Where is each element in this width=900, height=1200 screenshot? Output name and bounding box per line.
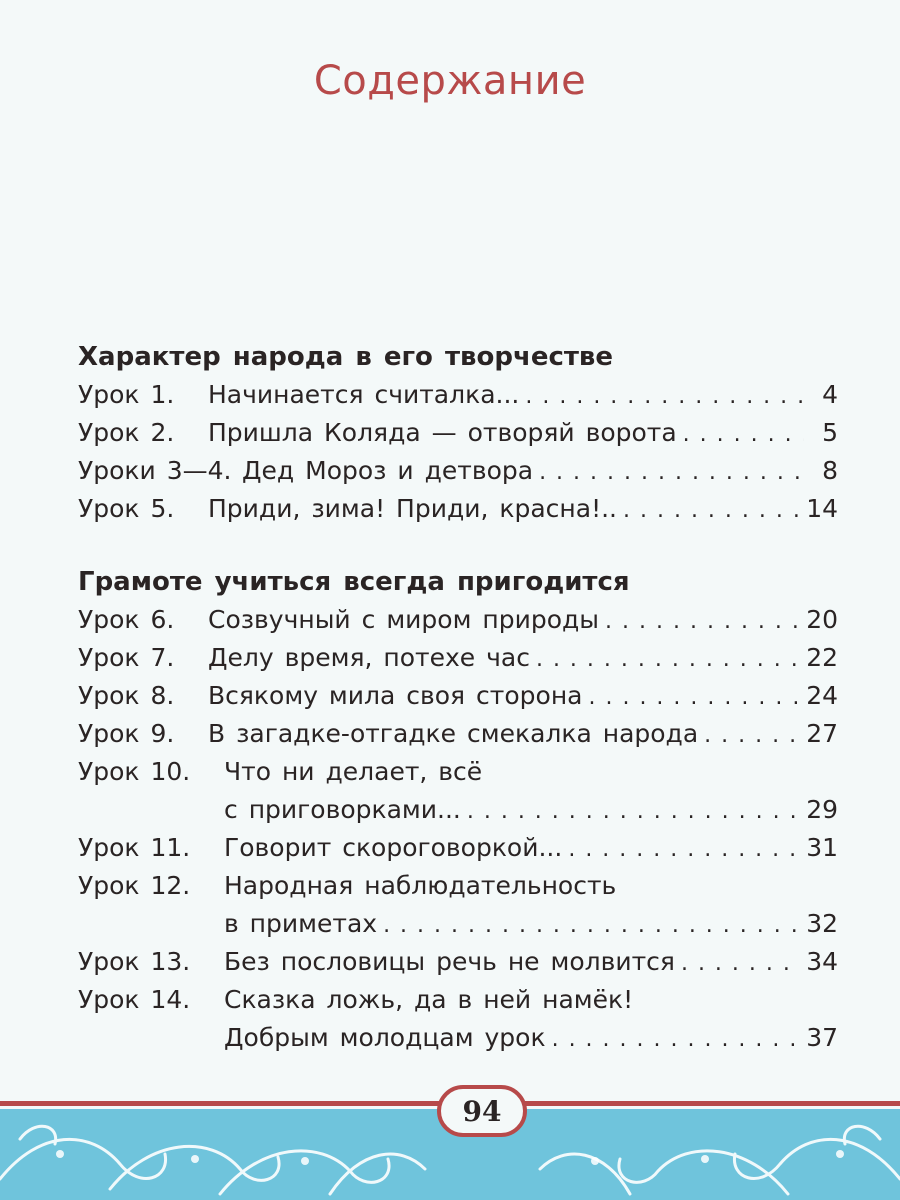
page-number: 24: [806, 681, 838, 710]
toc-entry[interactable]: [78, 677, 838, 715]
lesson-title: Делу время, потехе час: [208, 643, 530, 672]
page-number: 32: [806, 909, 838, 938]
page-number: 37: [806, 1023, 838, 1052]
lesson-title: Без пословицы речь не молвится: [224, 947, 675, 976]
lesson-label: Урок 11.: [78, 833, 191, 862]
toc-entry[interactable]: [78, 867, 838, 905]
lesson-title: Что ни делает, всё: [224, 757, 483, 786]
toc-entry[interactable]: [78, 452, 838, 490]
lesson-title: Сказка ложь, да в ней намёк!: [224, 985, 634, 1014]
lesson-title: Народная наблюдательность: [224, 871, 617, 900]
page-number: 31: [806, 833, 838, 862]
dot-leader: [605, 603, 800, 641]
toc-entry[interactable]: [78, 715, 838, 753]
lesson-title-continuation: в приметах: [224, 909, 378, 938]
lesson-title: Пришла Коляда — отворяй ворота: [208, 418, 677, 447]
dot-leader: [525, 378, 804, 416]
page-title: Содержание: [313, 58, 587, 104]
lesson-title: Созвучный с миром природы: [208, 605, 600, 634]
lesson-label: Урок 14.: [78, 985, 191, 1014]
lesson-title: Говорит скороговоркой...: [224, 833, 563, 862]
dot-leader: [568, 831, 800, 869]
toc-entry[interactable]: [78, 414, 838, 452]
lesson-label: Урок 12.: [78, 871, 191, 900]
page-number: 14: [806, 494, 838, 523]
dot-leader: [683, 416, 804, 454]
lesson-title-continuation: Добрым молодцам урок: [224, 1023, 546, 1052]
toc-entry[interactable]: [78, 753, 838, 791]
lesson-title: В загадке-отгадке смекалка народа: [208, 719, 699, 748]
toc-entry[interactable]: [78, 490, 838, 528]
section-heading: Характер народа в его творчестве: [78, 342, 614, 372]
page-footer: [0, 1085, 900, 1200]
lesson-label: Урок 10.: [78, 757, 191, 786]
dot-leader: [552, 1021, 801, 1059]
dot-leader: [467, 793, 800, 831]
lesson-label: Урок 5.: [78, 494, 175, 523]
page-number: 29: [806, 795, 838, 824]
toc-entry-continuation[interactable]: [78, 905, 838, 943]
lesson-label: Урок 13.: [78, 947, 191, 976]
page-number: 22: [806, 643, 838, 672]
page-number: 4: [822, 380, 838, 409]
lesson-title: Дед Мороз и детвора: [242, 456, 534, 485]
toc-entry-continuation[interactable]: [78, 1019, 838, 1057]
toc-entry-continuation[interactable]: [78, 791, 838, 829]
toc-entry[interactable]: [78, 943, 838, 981]
table-of-contents: [78, 338, 838, 1057]
lesson-label: Уроки 3—4.: [78, 456, 232, 485]
page-number: 20: [806, 605, 838, 634]
page-number-badge: 94: [437, 1085, 527, 1137]
lesson-title: Начинается считалка...: [208, 380, 520, 409]
lesson-title: Приди, зима! Приди, красна!..: [208, 494, 617, 523]
lesson-label: Урок 9.: [78, 719, 175, 748]
lesson-label: Урок 8.: [78, 681, 175, 710]
toc-entry[interactable]: [78, 601, 838, 639]
lesson-title-continuation: с приговорками...: [224, 795, 461, 824]
page-number: 27: [806, 719, 838, 748]
lesson-label: Урок 1.: [78, 380, 175, 409]
lesson-title: Всякому мила своя сторона: [208, 681, 583, 710]
lesson-label: Урок 7.: [78, 643, 175, 672]
lesson-label: Урок 6.: [78, 605, 175, 634]
dot-leader: [383, 907, 800, 945]
section-heading: Грамоте учиться всегда пригодится: [78, 567, 630, 597]
page-number: 8: [822, 456, 838, 485]
dot-leader: [704, 717, 800, 755]
toc-entry[interactable]: [78, 981, 838, 1019]
page-number: 34: [806, 947, 838, 976]
dot-leader: [623, 492, 800, 530]
dot-leader: [588, 679, 800, 717]
page-number: 5: [822, 418, 838, 447]
toc-entry[interactable]: [78, 376, 838, 414]
dot-leader: [681, 945, 800, 983]
toc-entry[interactable]: [78, 829, 838, 867]
dot-leader: [536, 641, 800, 679]
toc-entry[interactable]: [78, 639, 838, 677]
lesson-label: Урок 2.: [78, 418, 175, 447]
dot-leader: [539, 454, 804, 492]
